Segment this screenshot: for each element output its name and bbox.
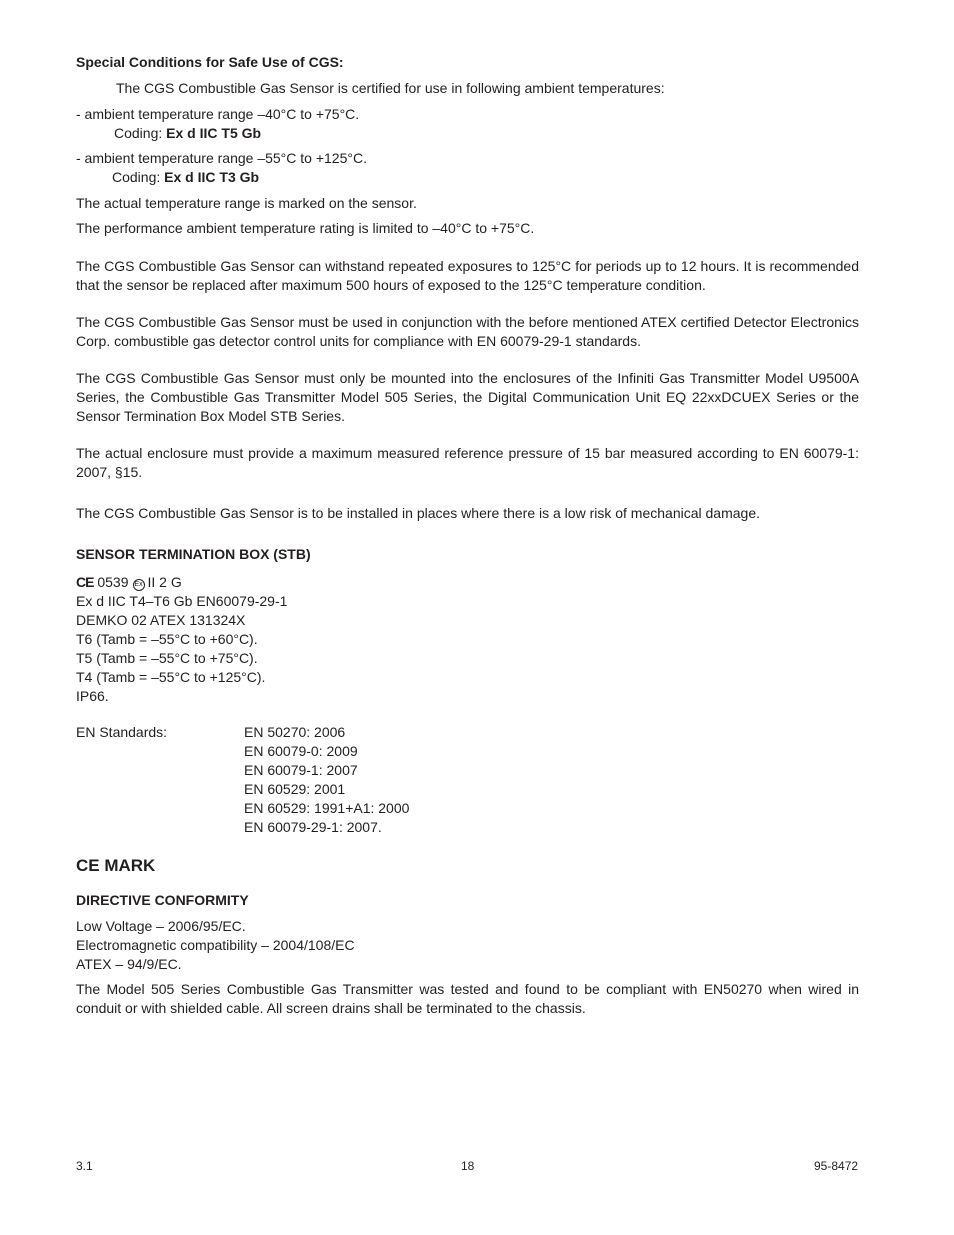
stb-line: DEMKO 02 ATEX 131324X [76, 612, 246, 628]
ex-hexagon-icon: Ex [133, 579, 145, 591]
footer-revision: 3.1 [76, 1159, 93, 1173]
directive-list [76, 917, 859, 974]
stb-line: T4 (Tamb = –55°C to +125°C). [76, 669, 266, 685]
standard-item: EN 50270: 2006 [244, 724, 346, 740]
footer-page-number: 18 [461, 1159, 475, 1173]
special-intro: The CGS Combustible Gas Sensor is certified for use in following ambient temperatures: [116, 80, 665, 96]
pressure-paragraph: The actual enclosure must provide a maximum measured reference pressure of 15 bar measured according to EN 60079-1: 2007, §15. [76, 445, 859, 480]
ce-marking-line [76, 573, 859, 592]
equipment-group: II 2 G [147, 574, 182, 590]
coding-1 [76, 124, 897, 143]
standard-item: EN 60529: 1991+A1: 2000 [244, 800, 410, 816]
directive-conformity-heading: DIRECTIVE CONFORMITY [76, 892, 249, 908]
directive-item: Low Voltage – 2006/95/EC. [76, 918, 246, 934]
exposure-paragraph: The CGS Combustible Gas Sensor can withstand repeated exposures to 125°C for periods up to 12 hours. It is recommended that the sensor be replaced after maximum 500 hours of exposed to the 125°C temperature condition. [76, 258, 859, 293]
coding-2 [76, 168, 895, 187]
marked-note: The actual temperature range is marked on the sensor. [76, 195, 417, 211]
temp-range-2: - ambient temperature range –55°C to +125°C. [76, 150, 367, 166]
stb-heading: SENSOR TERMINATION BOX (STB) [76, 546, 311, 562]
ce-mark-heading: CE MARK [76, 856, 156, 875]
ce-mark-icon: CE [76, 574, 94, 590]
mounting-paragraph: The CGS Combustible Gas Sensor must only be mounted into the enclosures of the Infiniti Gas Transmitter Model U9500A Series, the Combustible Gas Transmitter Model 505 Series, the Digital Communication Unit EQ 22xxDCUEX Series or the Sensor Termination Box Model STB Series. [76, 370, 859, 424]
standard-item: EN 60529: 2001 [244, 781, 346, 797]
stb-marking-block [76, 573, 859, 706]
standard-item: EN 60079-1: 2007 [244, 762, 358, 778]
stb-line: T5 (Tamb = –55°C to +75°C). [76, 650, 258, 666]
performance-note: The performance ambient temperature rating is limited to –40°C to +75°C. [76, 220, 535, 236]
directive-item: ATEX – 94/9/EC. [76, 956, 182, 972]
en-standards-label: EN Standards: [76, 724, 168, 740]
coding-label: Coding: [112, 169, 165, 185]
coding-label: Coding: [114, 125, 167, 141]
en-standards-list [244, 723, 409, 837]
coding-value-1: Ex d IIC T5 Gb [166, 125, 262, 141]
damage-paragraph: The CGS Combustible Gas Sensor is to be installed in places where there is a low risk of mechanical damage. [76, 505, 760, 521]
ce-number: 0539 [97, 574, 129, 590]
en-standards [76, 723, 859, 837]
conjunction-paragraph: The CGS Combustible Gas Sensor must be used in conjunction with the before mentioned ATEX certified Detector Electronics Corp. combustible gas detector control units for compliance with EN 60079-29-1 standards. [76, 314, 859, 349]
coding-value-2: Ex d IIC T3 Gb [164, 169, 260, 185]
directive-item: Electromagnetic compatibility – 2004/108/EC [76, 937, 355, 953]
special-conditions-heading: Special Conditions for Safe Use of CGS: [76, 54, 344, 70]
stb-line: T6 (Tamb = –55°C to +60°C). [76, 631, 258, 647]
stb-line: IP66. [76, 688, 109, 704]
standard-item: EN 60079-29-1: 2007. [244, 819, 382, 835]
standard-item: EN 60079-0: 2009 [244, 743, 358, 759]
compliance-paragraph: The Model 505 Series Combustible Gas Transmitter was tested and found to be compliant with EN50270 when wired in conduit or with shielded cable. All screen drains shall be terminated to the chassis. [76, 981, 859, 1016]
temp-range-1: - ambient temperature range –40°C to +75°C. [76, 106, 360, 122]
footer-doc-number: 95-8472 [814, 1159, 859, 1173]
stb-line: Ex d IIC T4–T6 Gb EN60079-29-1 [76, 593, 288, 609]
